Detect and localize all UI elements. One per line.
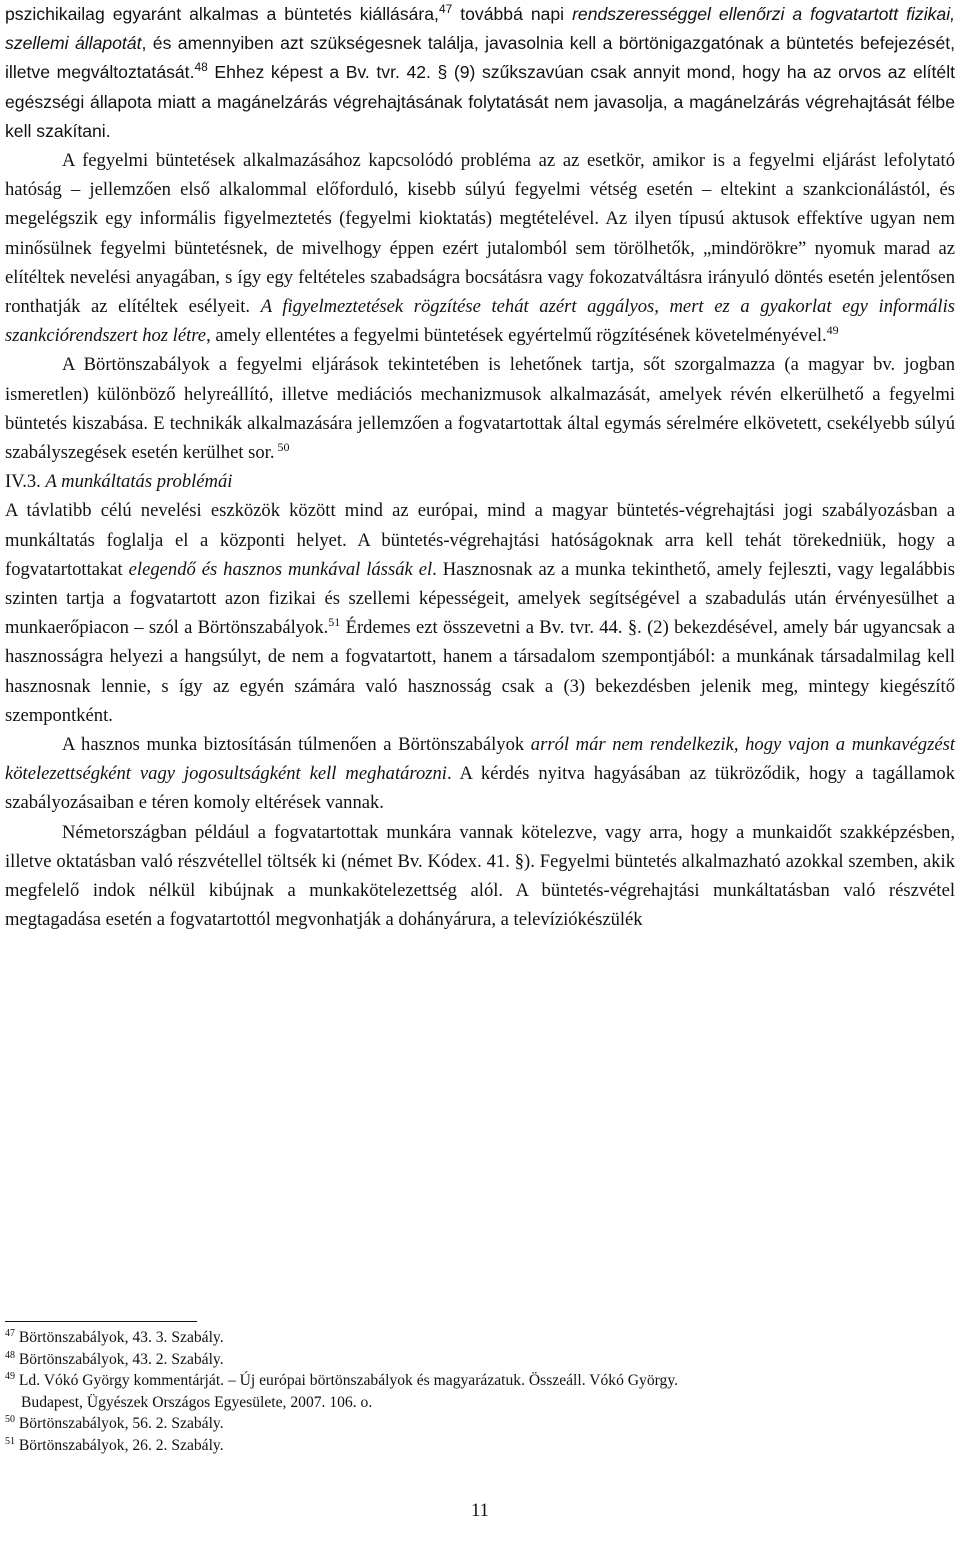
body-text [5,0,955,935]
emphasis: rendszerességgel ellenőrzi a fogvatartott fizikai, szellemi állapotát [5,4,955,54]
footnote-ref-48: 48 [194,60,208,75]
footnote-49-continued: Budapest, Ügyészek Országos Egyesülete, 2007. 106. o. [21,1393,373,1411]
footnotes [5,1327,955,1456]
footnote-48: $^{48}$ Börtönszabályok, 43. 2. Szabály. [5,1349,224,1368]
paragraph-2: A fegyelmi büntetések alkalmazásához kapcsolódó probléma az az esetkör, amikor is a fegyelmi eljárást lefolytató hatóság – jellemzően első alkalommal előforduló, kisebb súlyú fegyelmi vétség esetén – eltekint a szankcionálástól, és megelégszik egy informális figyelmeztetés (fegyelmi kioktatás) megtételével. Az ilyen típusú aktusok effektíve ugyan nem minősülnek fegyelmi büntetésnek, de mivelhogy éppen ezért jutalomból sem törölhetők, „mindörökre” nyomuk marad az elítéltek nevelési anyagában, s így egy feltételes szabadságra bocsátásra vagy fokozatváltásra irányuló döntés esetén jelentősen ronthatják az elítéltek esélyeit. A figyelmeztetések rögzítése tehát azért aggályos, mert ez a gyakorlat egy informális szankciórendszert hoz létre, amely ellentétes a fegyelmi büntetések egyértelmű rögzítésének követelményével.$^{49}$ [5,150,955,347]
emphasis: A figyelmeztetések rögzítése tehát azért aggályos, mert ez a gyakorlat egy informális szankciórendszert hoz létre [5,296,955,347]
paragraph-1 [5,0,955,146]
footnote-separator [5,1321,197,1322]
paragraph-1-text: pszichikailag egyaránt alkalmas a büntetés kiállására,$^{47}$ továbbá napi rendszerességgel ellenőrzi a fogvatartott fizikai, szellemi állapotát, és amennyiben azt szükségesnek találja, javasolnia kell a börtönigazgatónak a büntetés befejezését, illetve megváltoztatását.$^{48}$ Ehhez képest a Bv. tvr. 42. § (9) szűkszavúan csak annyit mond, hogy ha az orvos az elítélt egészségi állapota miatt a magánelzárás végrehajtásának folytatását nem javasolja, a magánelzárás végrehajtását félbe kell szakítani. [5,2,955,141]
emphasis: arról már nem rendelkezik, hogy vajon a munkavégzést kötelezettségként vagy jogosultságként kell meghatározni [5,734,955,785]
footnote-ref-51: 51 [328,615,341,630]
footnote-49: $^{49}$ Ld. Vókó György kommentárját. – Új európai börtönszabályok és magyarázatuk. Összeáll. Vókó György. [5,1371,679,1389]
footnote-50: $^{50}$ Börtönszabályok, 56. 2. Szabály. [5,1414,224,1432]
paragraph-5: A hasznos munka biztosításán túlmenően a Börtönszabályok arról már nem rendelkezik, hogy vajon a munkavégzést kötelezettségként vagy jogosultságként kell meghatározni. A kérdés nyitva hagyásában az tükröződik, hogy a tagállamok szabályozásaiban e téren komoly eltérések vannak. [5,734,956,814]
footnote-47: $^{47}$ Börtönszabályok, 43. 3. Szabály. [5,1328,224,1346]
footnote-ref-50: 50 [274,440,290,455]
section-number: IV.3. [5,471,41,493]
paragraph-3: A Börtönszabályok a fegyelmi eljárások tekintetében is lehetőnek tartja, sőt szorgalmazza (a magyar bv. jogban ismeretlen) különböző helyreállító, illetve mediációs mechanizmusok alkalmazását, amelyek révén elkerülhető a fegyelmi büntetés kiszabása. E technikák alkalmazására jellemzően a fogvatartottak által egymás sérelmére elkövetett, csekélyebb súlyú szabályszegések esetén kerülhet sor. $^{50}$ [5,354,955,464]
footnote-ref-49: 49 [826,323,839,338]
footnote-51: $^{51}$ Börtönszabályok, 26. 2. Szabály. [5,1435,224,1454]
section-heading [5,467,955,496]
paragraph-6: Németországban például a fogvatartottak munkára vannak kötelezve, vagy arra, hogy a munkaidőt szakképzésben, illetve oktatásban való részvétellel töltsék ki (német Bv. Kódex. 41. §). Fegyelmi büntetés alkalmazható azokkal szemben, akik megfelelő indok nélkül kibújnak a munkakötelezettség alól. A büntetés-végrehajtási munkáltatásban való részvétel megtagadása esetén a fogvatartottól megvonhatják a dohányárura, a televíziókészülék [5,821,955,931]
section-title: A munkáltatás problémái [45,471,233,493]
page-number: 11 [471,1500,489,1521]
paragraph-4: A távlatibb célú nevelési eszközök között mind az európai, mind a magyar büntetés-végrehajtási jogi szabályozásban a munkáltatás foglalja el a központi helyet. A büntetés-végrehajtási hatóságoknak arra kell tehát törekedniük, hogy a fogvatartottakat elegendő és hasznos munkával lássák el. Hasznosnak az a munka tekinthető, amely fejleszti, vagy legalábbis szinten tartja a fogvatartott azon fizikai és szellemi képességeit, amelyek segítségével a szabadulás után érvényesülhet a munkaerőpiacon – szól a Börtönszabályok.$^{51}$ Érdemes ezt összevetni a Bv. tvr. 44. §. (2) bekezdésével, amely bár ugyancsak a hasznosságra helyezi a hangsúlyt, de nem a fogvatartott, hanem a társadalom szempontjából: a munkának társadalmilag kell hasznosnak lennie, s így az egyén számára való hasznosság csak a (3) bekezdésben jelenik meg, mintegy kiegészítő szempontként. [5,500,956,726]
emphasis: elegendő és hasznos munkával lássák el [128,558,433,580]
footnote-ref-47: 47 [438,2,453,16]
